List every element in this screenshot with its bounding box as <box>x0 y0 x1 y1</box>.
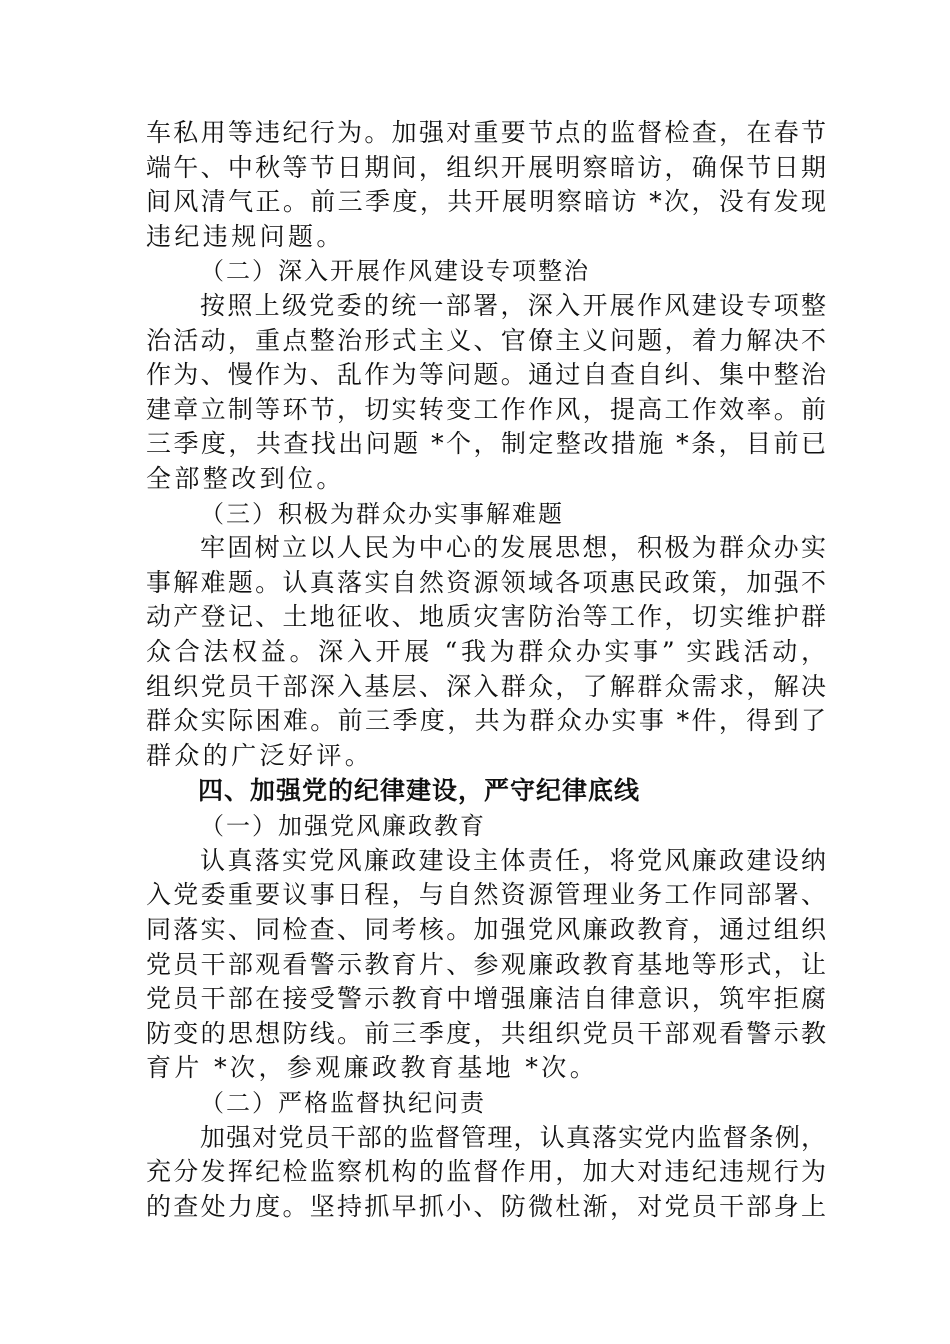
text-line: 违纪违规问题。 <box>146 221 345 251</box>
text-line: 入党委重要议事日程，与自然资源管理业务工作同部署、 <box>146 880 826 910</box>
text-line: 充分发挥纪检监察机构的监督作用，加大对违纪违规行为 <box>146 1157 826 1187</box>
text-line: 事解难题。认真落实自然资源领域各项惠民政策，加强不 <box>146 567 826 597</box>
text-line: 按照上级党委的统一部署，深入开展作风建设专项整 <box>200 290 826 320</box>
text-line: 同落实、同检查、同考核。加强党风廉政教育，通过组织 <box>146 915 826 945</box>
text-line: 群众的广泛好评。 <box>146 740 374 770</box>
text-line: 加强对党员干部的监督管理，认真落实党内监督条例， <box>200 1122 826 1152</box>
text-line: 认真落实党风廉政建设主体责任，将党风廉政建设纳 <box>200 845 826 875</box>
text-line: 防变的思想防线。前三季度，共组织党员干部观看警示教 <box>146 1018 826 1048</box>
paragraph <box>146 1121 826 1225</box>
subsection-heading: （二）严格监督执纪问责 <box>200 1089 486 1118</box>
text-line: 车私用等违纪行为。加强对重要节点的监督检查，在春节 <box>146 118 826 147</box>
text-line: 群众实际困难。前三季度，共为群众办实事 *件，得到了 <box>146 706 826 736</box>
subsection-heading: （一）加强党风廉政教育 <box>200 812 486 841</box>
text-line: 间风清气正。前三季度，共开展明察暗访 *次，没有发现 <box>146 187 826 217</box>
paragraph-continued <box>146 116 826 254</box>
text-line: 党员干部在接受警示教育中增强廉洁自律意识，筑牢拒腐 <box>146 984 826 1014</box>
text-line: 治活动，重点整治形式主义、官僚主义问题，着力解决不 <box>146 325 826 355</box>
text-line: 端午、中秋等节日期间，组织开展明察暗访，确保节日期 <box>146 152 826 182</box>
text-line: 的查处力度。坚持抓早抓小、防微杜渐，对党员干部身上 <box>146 1191 826 1221</box>
text-line: 三季度，共查找出问题 *个，制定整改措施 *条，目前已 <box>146 429 826 459</box>
text-line: 全部整改到位。 <box>146 463 345 493</box>
text-line: 众合法权益。深入开展 “我为群众办实事” 实践活动， <box>146 636 826 666</box>
text-line: 作为、慢作为、乱作为等问题。通过自查自纠、集中整治 <box>146 360 826 390</box>
text-line: 育片 *次，参观廉政教育基地 *次。 <box>146 1053 599 1083</box>
section-heading: 四、加强党的纪律建设，严守纪律底线 <box>198 776 641 806</box>
paragraph <box>146 531 826 773</box>
subsection-heading: （三）积极为群众办实事解难题 <box>200 499 564 528</box>
paragraph <box>146 289 826 497</box>
text-line: 党员干部观看警示教育片、参观廉政教育基地等形式，让 <box>146 949 826 979</box>
paragraph <box>146 844 826 1086</box>
text-line: 组织党员干部深入基层、深入群众，了解群众需求，解决 <box>146 671 826 701</box>
document-page <box>146 116 826 1224</box>
subsection-heading: （二）深入开展作风建设专项整治 <box>200 257 590 286</box>
text-line: 动产登记、土地征收、地质灾害防治等工作，切实维护群 <box>146 602 826 632</box>
text-line: 牢固树立以人民为中心的发展思想，积极为群众办实 <box>200 533 826 563</box>
text-line: 建章立制等环节，切实转变工作作风，提高工作效率。前 <box>146 394 826 424</box>
